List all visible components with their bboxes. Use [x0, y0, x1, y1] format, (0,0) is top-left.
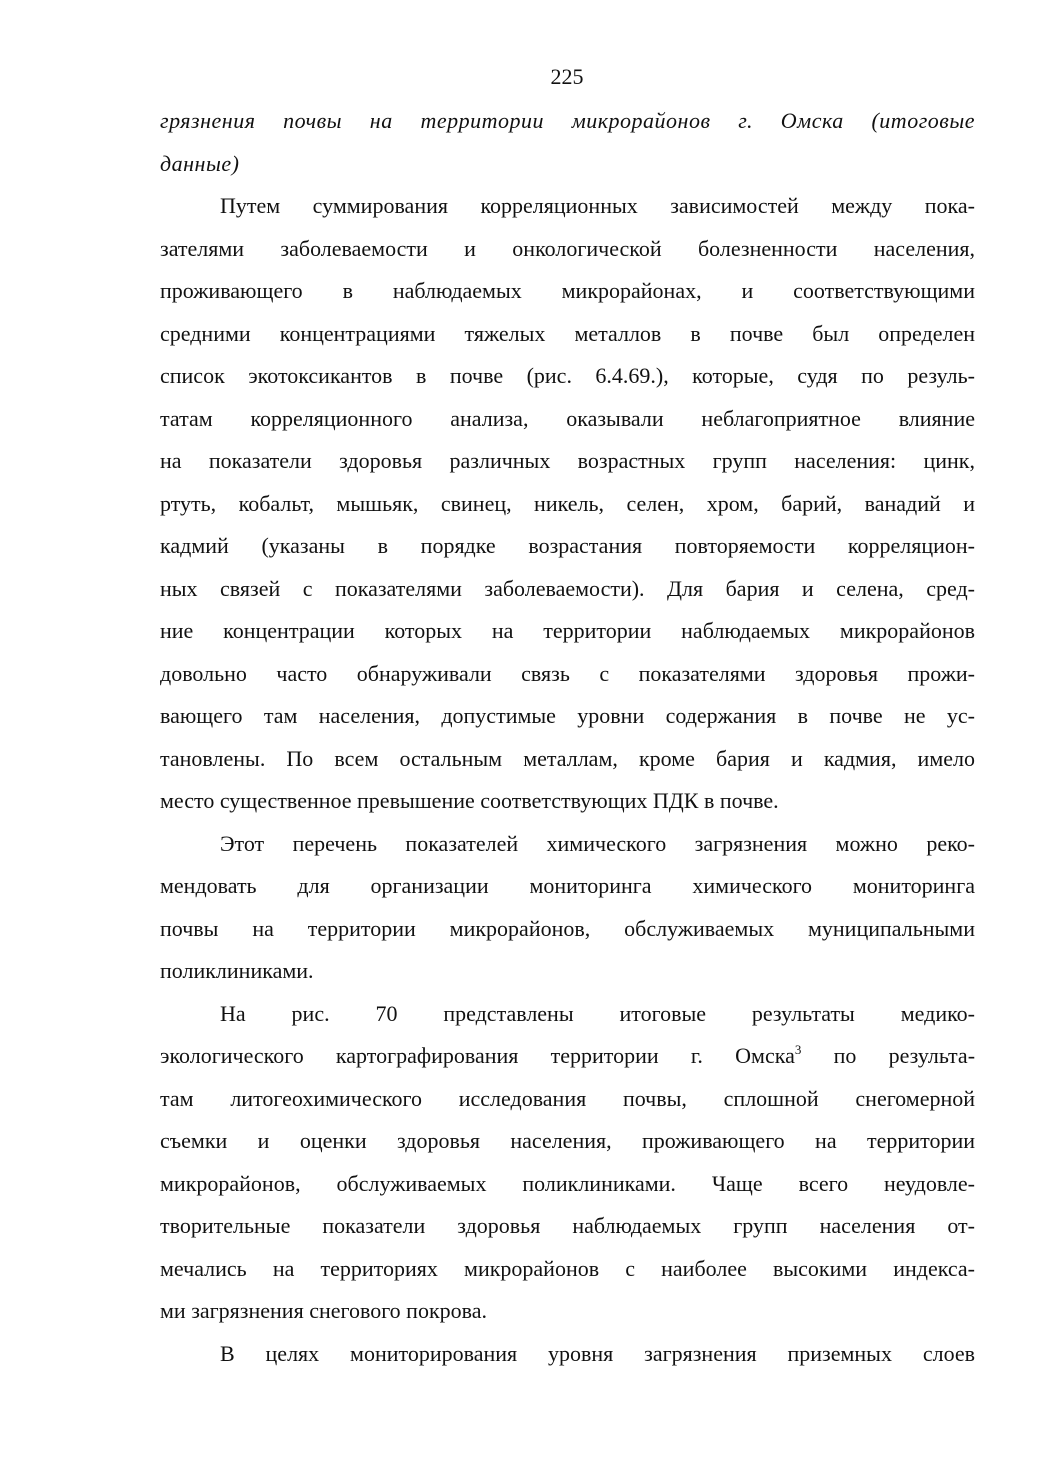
document-body — [160, 100, 975, 1375]
paragraph-line: на показатели здоровья различных возрастных групп населения: цинк, — [160, 448, 975, 473]
paragraph-line: В целях мониторирования уровня загрязнения приземных слоев — [220, 1340, 975, 1366]
paragraph-line — [160, 1035, 975, 1078]
paragraph-line: поликлиниками. — [160, 958, 314, 983]
paragraph-line: мечались на территориях микрорайонов с наиболее высокими индекса- — [160, 1255, 975, 1281]
paragraph-line: Путем суммирования корреляционных зависимостей между пока- — [220, 193, 975, 218]
paragraph-line: почвы на территории микрорайонов, обслуживаемых муниципальными — [160, 915, 975, 941]
caption-line: грязнения почвы на территории микрорайонов г. Омска (итоговые — [160, 108, 975, 133]
paragraph-line-text: по результа- — [833, 1043, 976, 1068]
paragraph-line: татам корреляционного анализа, оказывали неблагоприятное влияние — [160, 405, 975, 431]
paragraph-line: вающего там населения, допустимые уровни содержания в почве не ус- — [160, 703, 975, 728]
paragraph-line: кадмий (указаны в порядке возрастания повторяемости корреляцион- — [160, 533, 975, 558]
paragraph-line: проживающего в наблюдаемых микрорайонах, и соответствующими — [160, 278, 975, 303]
page-number: 225 — [550, 64, 584, 89]
paragraph-line: список экотоксикантов в почве (рис. 6.4.69.), которые, судя по резуль- — [160, 363, 975, 388]
paragraph-line: микрорайонов, обслуживаемых поликлиниками. Чаще всего неудовле- — [160, 1170, 975, 1196]
paragraph — [160, 823, 975, 993]
figure-caption — [160, 100, 975, 185]
paragraph-line: ми загрязнения снегового покрова. — [160, 1298, 488, 1323]
paragraph — [160, 185, 975, 823]
paragraph — [160, 993, 975, 1333]
paragraph-line: довольно часто обнаруживали связь с показателями здоровья прожи- — [160, 660, 975, 686]
paragraph-line: На рис. 70 представлены итоговые результаты медико- — [220, 1000, 975, 1026]
paragraph-line: там литогеохимического исследования почвы, сплошной снегомерной — [160, 1085, 975, 1111]
paragraph — [160, 1333, 975, 1376]
footnote-marker: 3 — [794, 1042, 802, 1057]
paragraph-line: ртуть, кобальт, мышьяк, свинец, никель, селен, хром, барий, ванадий и — [160, 490, 975, 516]
caption-line: данные) — [160, 150, 240, 176]
paragraph-line: средними концентрациями тяжелых металлов в почве был определен — [160, 320, 975, 346]
paragraph-line: ных связей с показателями заболеваемости). Для бария и селена, сред- — [160, 575, 975, 601]
paragraph-line: место существенное превышение соответствующих ПДК в почве. — [160, 788, 779, 813]
paragraph-line-text: экологического картографирования территории г. Омска — [160, 1043, 795, 1068]
paragraph-line: творительные показатели здоровья наблюдаемых групп населения от- — [160, 1213, 975, 1238]
paragraph-line: зателями заболеваемости и онкологической болезненности населения, — [160, 235, 975, 261]
paragraph-line: тановлены. По всем остальным металлам, кроме бария и кадмия, имело — [160, 745, 975, 771]
paragraph-line: съемки и оценки здоровья населения, проживающего на территории — [160, 1128, 975, 1153]
paragraph-line: Этот перечень показателей химического загрязнения можно реко- — [220, 830, 975, 856]
paragraph-line: ние концентрации которых на территории наблюдаемых микрорайонов — [160, 618, 975, 643]
paragraph-line: мендовать для организации мониторинга химического мониторинга — [160, 873, 975, 898]
